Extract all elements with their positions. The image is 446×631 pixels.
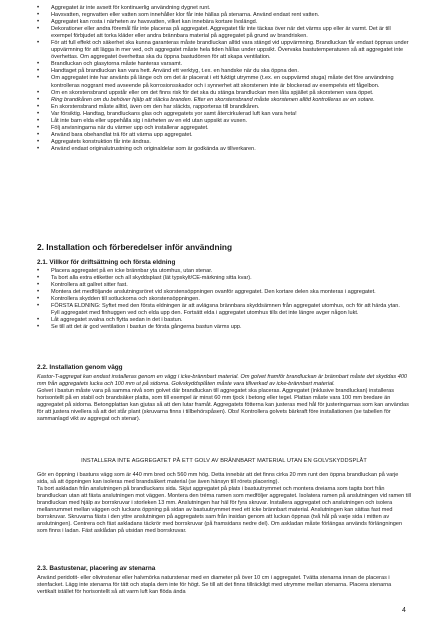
section-heading-installation: 2. Installation och förberedelser inför användning [37,242,233,252]
subsection-heading-2-2: 2.2. Installation genom vägg [37,364,123,371]
list-item: • Använd endast originalutrustning och originaldelar som är godkända av tillverkaren. [37,146,409,153]
paragraph: Gör en öppning i bastuns vägg som är 440 mm bred och 560 mm hög. Detta innebär att det finns cirka 20 mm runt den öppna brandluckan på varje sida, så att öppningen kan isoleras med brandsäkert material (se även hänsyn till rörets placering). [37,472,399,486]
list-item: • Handtaget på brandluckan kan vara hett. Använd ett verktyg, t.ex. en handske när du ska öppna den. [37,68,409,75]
list-item: • För att full effekt och säkerhet ska kunna garanteras måste brandluckan alltid vara stängd vid uppvärmning. Brandluckan får endast öppnas under uppvärmning för att lägga in mer ved, och aggregatet måste hela tiden hållas under uppsikt. Övervaka bastutemperaturen så att aggregatet inte överhettas. Om aggregatet överhettas ska du öppna bastudörren för att skapa ventilation. [37,40,409,61]
list-item: • Följ anvisningarna när du värmer upp och installerar aggregatet. [37,125,409,132]
list-item: • Använd bara obehandlat trä för att värma upp aggregatet. [37,132,409,139]
list-item: • Se till att det är god ventilation i bastun de första gångerna bastun värms upp. [37,324,409,331]
list-item: • Aggregatet kan rosta i närheten av havsvatten, vilket kan innebära kortare livslängd. [37,19,409,26]
list-item: • En skorstensbrand måste alltid, även om den har släckts, rapporteras till brandkåren. [37,104,409,111]
paragraph: Kastor-T-aggregat kan endast installeras genom en vägg i icke-brännbart material. Om golvet framför brandluckan är brännbart måste det skyddas 400 mm från aggregatets lucka och 100 mm ut på sidorna. Golvskyddsplåten måste vara tillverkad av icke-brännbart material. [37,374,407,388]
first-firing-bullet-list [37,268,409,331]
subsection-heading-2-3: 2.3. Bastustenar, placering av stenarna [37,565,156,572]
list-item: • Låt inte barn elda eller uppehålla sig i närheten av en eld utan uppsikt av vuxen. [37,118,409,125]
list-item: • Kontrollera skydden till sotluckorna och skorstensöppningen. [37,296,409,303]
warning-caps-line: INSTALLERA INTE AGGREGATET PÅ ETT GOLV AV BRÄNNBART MATERIAL UTAN EN GOLVSKYDDSPLÅT [81,458,367,464]
list-item: • Aggregatets konstruktion får inte ändras. [37,139,409,146]
list-item: • Kontrollera att gallret sitter fast. [37,282,409,289]
paragraph: Golvet i bastun måste vara på samma nivå som golvet där brandluckan till aggregatet ska placeras. Aggregatet (inklusive brandluckan) installeras horisontellt på en stabil och brandsäker platta, som till exempel är minst 60 mm tjock i betong eller tegel. Plattan måste vara 100 mm bredare än aggregatet på sidorna. Betongplattan kan gjutas så att den lutar framåt. Aggregatets fötterna kan justeras med hål för justeringarnas som kan användas för att justera nivellera så att det står plant (skruvarna finns i tillbehörspåsen). Obs! Kontrollera golvets bärkraft före installationen (se tabellen för sammanlagd vikt av aggregat och stenar). [37,388,409,423]
list-item: • Dekorationer eller andra föremål får inte placeras på aggregatet. Aggregatet får inte täckas över när det värms upp eller är varmt. Det är till exempel förbjudet att torka kläder eller andra brännbara material på aggregatet på grund av brandrisken. [37,26,409,40]
list-item: • Havsvatten, regnvatten eller vatten som innehåller klor får inte hällas på stenarna. Använd endast rent vatten. [37,12,409,19]
list-item: • FÖRSTA ELDNING: Syftet med den första eldningen är att avlägsna brännbara skyddsämnen från aggregatet utomhus, och för att härda ytan. Fyll aggregatet med finhuggen ved och elda upp den. Fortsätt elda i aggregatet utomhus tills det inte längre avger någon lukt. [37,303,409,317]
list-item: • Om en skorstensbrand uppstår eller om det finns risk för det ska du stänga brandluckan men låta spjället på skorstenen vara öppet. [37,90,409,97]
list-item: • Om aggregatet inte har använts på länge och om det är placerat i ett fuktigt utrymme (t.ex. en ouppvärmd stuga) måste det före användning kontrolleras noggrant med avseende på korrosionsskador och i synnerhet att skorstenen inte är blockerad av exempelvis ett fågelbon. [37,75,409,89]
list-item: • Var försiktig. Handtag, brandluckans glas och aggregatets yor samt återcirkulerad luft kan vara heta! [37,111,409,118]
list-item: • Brandluckan och glasytorna måste hanteras varsamt. [37,61,409,68]
page-number: 4 [402,607,406,614]
opening-paragraph [37,472,411,535]
paragraph: Ta bort askladan från anslutningen på brandluckans sida. Skjut aggregatet på plats i bastuutrymmet och montera dreiarna som tagits bort från brandluckan utan att fästa anslutningen mot väggen. Montera den tréma ramen som medföljer aggregatet. Isolatera ramen på anslutningen vid ramen till brandluckan med hjälp av borrskruvar i storleken 13 mm. Anslutningen har häl för fyra skruvar. Installera aggregatet och anslutningen och isolera mellanrummet mellan väggen och luckans öppning på sidan av bastuutrymmet med ett icke brännbart material. Anslutningen kan sättas fast med borrskruvar. Skruvarna fästs i den yttre anslutningen på aggregatets sam från insidan genom att luckan öppnas (två hål på varje sida i mitten av anslutningen). Centrera och fäst askladans täckrör med borrskruvar (på framsidans nedre del). Om askladan måste förlängas används förlängningen som finns i ladan. Fäst asklådan på utsidan med borrskruvar. [37,486,412,535]
subsection-heading-2-1: 2.1. Villkor för driftsättning och första eldning [37,259,176,266]
list-item: • Placera aggregatet på en icke brännbar yta utomhus, utan stenar. [37,268,409,275]
stones-paragraph: Använd peridotit- eller olivinstenar eller halvmörka naturstenar med en diameter på över 10 cm i aggregatet. Tvätta stenarna innan de placeras i stenfacket. Lägg inte stenarna för tätt och stapla dem inte för högt. Se till att det finns tillräckligt med utrymme mellan stenarna. Placera stenarna vertikalt istället för horisontellt så att varm luft kan flöda ända [37,575,392,596]
list-item: • Montera det medföljande anslutningsröret vid skorstensöppningen ovanför aggregatet. Den kortare delen ska monteras i aggregatet. [37,289,409,296]
safety-bullet-list [37,5,409,153]
list-item: • Aggregatet är inte avsett för kontinuerlig användning dygnet runt. [37,5,409,12]
wall-install-paragraph [37,374,411,423]
list-item: • Ta bort alla extra etiketter och all skyddsplast (lät typskylt/CE-märkning sitta kvar). [37,275,409,282]
list-item: • Ring brandkåren om du behöver hjälp att släcka branden. Efter en skorstensbrand måste skorstenen alltid kontrolleras av en sotare. [37,97,409,104]
list-item: • Låt aggregatet svalna och flytta sedan in det i bastun. [37,317,409,324]
